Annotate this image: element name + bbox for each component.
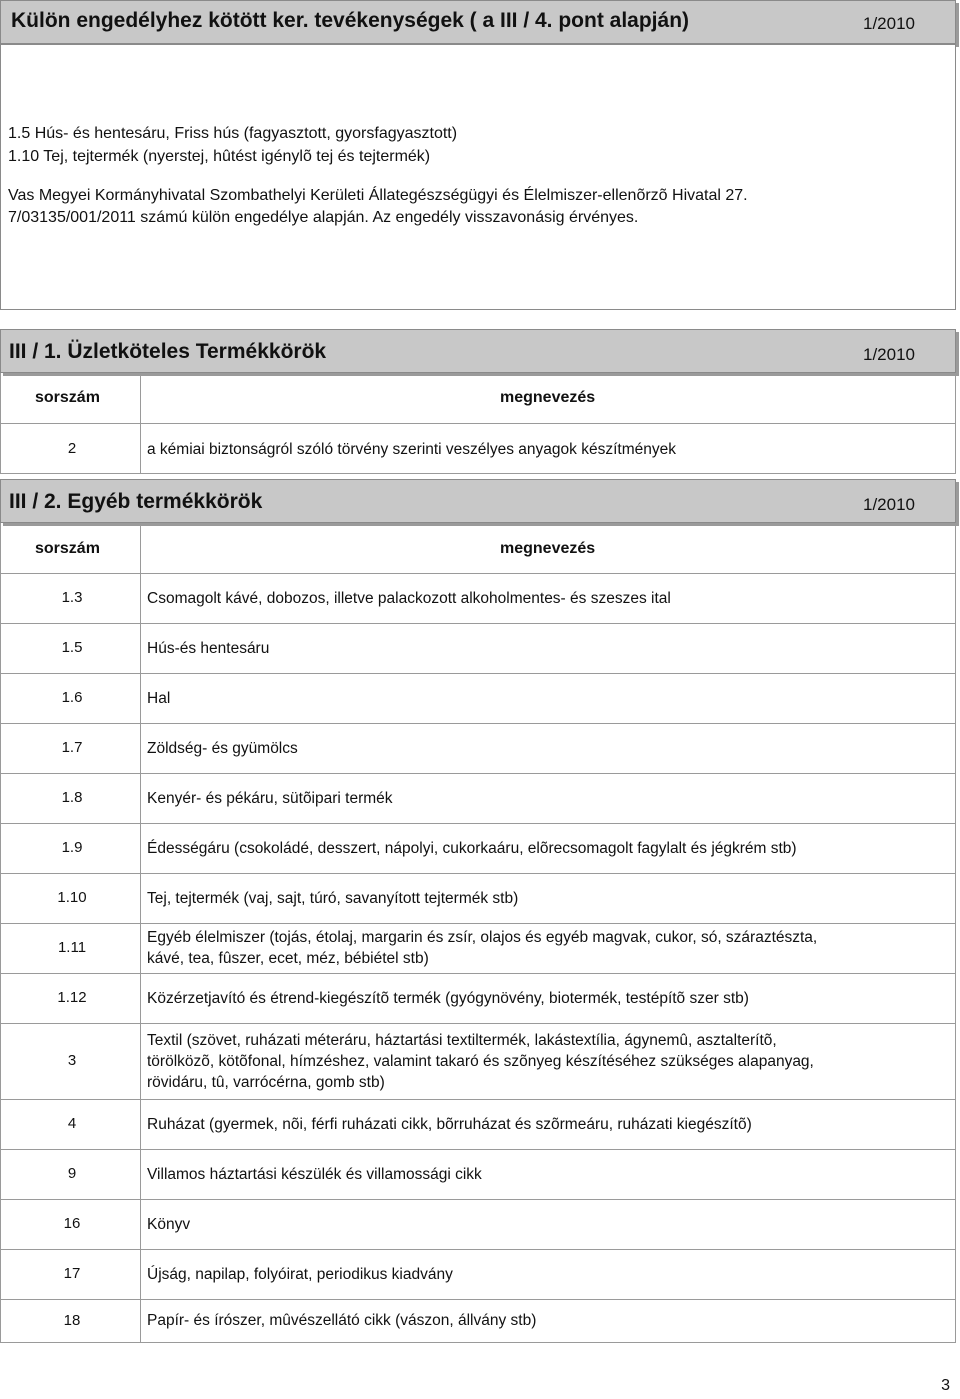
- page-number: 3: [941, 1377, 950, 1394]
- section2-row-number: 3: [67, 1052, 77, 1069]
- section2-row-number: 1.6: [61, 689, 83, 706]
- section2-row-number: 1.12: [57, 989, 87, 1006]
- section2-row-number: 17: [63, 1265, 81, 1282]
- top-line: 1.5 Hús- és hentesáru, Friss hús (fagyasztott, gyorsfagyasztott): [8, 125, 458, 142]
- top-line: Vas Megyei Kormányhivatal Szombathelyi Kerületi Állategészségügyi és Élelmiszer-ellenõrzõ Hivatal 27.: [8, 187, 748, 204]
- section2-row-name: Zöldség- és gyümölcs: [147, 739, 298, 757]
- section2-row-divider: [0, 1342, 956, 1343]
- section2-row-number: 1.3: [61, 589, 83, 606]
- section1-col-number: sorszám: [35, 389, 100, 406]
- section2-left-border: [0, 523, 1, 1342]
- section2-row-name: Kenyér- és pékáru, sütõipari termék: [147, 789, 393, 807]
- section2-row-name: Közérzetjavító és étrend-kiegészítõ termék (gyógynövény, biotermék, testépítõ szer stb): [147, 989, 749, 1007]
- section2-row-number: 9: [67, 1165, 77, 1182]
- section2-row-name: Villamos háztartási készülék és villamossági cikk: [147, 1165, 482, 1183]
- top-line: 7/03135/001/2011 számú külön engedélye alapján. Az engedély visszavonásig érvényes.: [8, 209, 639, 226]
- top-section-title: Külön engedélyhez kötött ker. tevékenységek ( a III / 4. pont alapján): [11, 9, 690, 32]
- section2-row-number: 1.7: [61, 739, 83, 756]
- section2-row-number: 1.9: [61, 839, 83, 856]
- section2-row-name: Ruházat (gyermek, nõi, férfi ruházati cikk, bõrruházat és szõrmeáru, ruházati kiegészítõ): [147, 1115, 752, 1133]
- section2-row-name: Textil (szövet, ruházati méteráru, háztartási textiltermék, lakástextília, ágynemû, asztalterítõ, törölközõ, kötõfonal, hímzéshez, valamint takaró és szõnyeg készítéséhez szükséges alapanyag, rövidáru, tû, varrócérna, gomb stb): [147, 1031, 814, 1091]
- section2-row-name: Édességáru (csokoládé, desszert, nápolyi, cukorkaáru, elõrecsomagolt fagylalt és jégkrém stb): [147, 839, 797, 857]
- section2-row-number: 1.10: [57, 889, 87, 906]
- section2-row-number: 18: [63, 1311, 81, 1329]
- section2-row-divider: [0, 1099, 956, 1100]
- section2-right-border: [955, 523, 956, 1342]
- section1-row-name: a kémiai biztonságról szóló törvény szerinti veszélyes anyagok készítmények: [147, 441, 676, 458]
- section2-col-number: sorszám: [35, 540, 100, 557]
- section2-row-number: 4: [67, 1115, 77, 1132]
- top-section-body: [0, 44, 956, 310]
- section2-row-name: Hal: [147, 689, 171, 707]
- section2-row-name: Hús-és hentesáru: [147, 639, 270, 657]
- section2-row-name: Egyéb élelmiszer (tojás, étolaj, margarin és zsír, olajos és egyéb magvak, cukor, só, száraztészta, kávé, tea, fûszer, ecet, méz, bébiétel stb): [147, 929, 818, 967]
- section2-row-divider: [0, 723, 956, 724]
- section2-col-name: megnevezés: [500, 540, 596, 557]
- section2-row-divider: [0, 1149, 956, 1150]
- section2-row-divider: [0, 1299, 956, 1300]
- section2-header: [0, 479, 956, 523]
- section1-col-name: megnevezés: [500, 389, 596, 406]
- section2-row-name: Csomagolt kávé, dobozos, illetve palackozott alkoholmentes- és szeszes ital: [147, 589, 671, 607]
- section2-row-divider: [0, 873, 956, 874]
- top-section-header: [0, 0, 956, 44]
- section2-row-name: Papír- és írószer, mûvészellátó cikk (vászon, állvány stb): [147, 1312, 537, 1329]
- section2-row-number: 1.8: [61, 789, 83, 806]
- section1-bottom-border: [0, 473, 956, 474]
- top-line: 1.10 Tej, tejtermék (nyerstej, hûtést igénylõ tej és tejtermék): [8, 148, 431, 165]
- section2-row-name: Könyv: [147, 1215, 191, 1233]
- section2-header-divider: [0, 573, 956, 574]
- section1-row-number: 2: [67, 440, 77, 457]
- section2-row-number: 1.11: [57, 939, 87, 956]
- section2-row-divider: [0, 1199, 956, 1200]
- section2-row-name: Tej, tejtermék (vaj, sajt, túró, savanyított tejtermék stb): [147, 889, 519, 907]
- section2-row-divider: [0, 1249, 956, 1250]
- section1-header: [0, 329, 956, 373]
- section2-row-divider: [0, 673, 956, 674]
- section2-col-divider: [140, 523, 141, 1342]
- section2-title: III / 2. Egyéb termékkörök: [9, 490, 263, 513]
- section1-title: III / 1. Üzletköteles Termékkörök: [9, 340, 327, 363]
- top-section-date: 1/2010: [863, 14, 915, 33]
- section2-row-divider: [0, 823, 956, 824]
- section1-header-divider: [0, 423, 956, 424]
- section2-date: 1/2010: [863, 495, 915, 514]
- section2-row-divider: [0, 773, 956, 774]
- section2-row-divider: [0, 973, 956, 974]
- section2-row-number: 1.5: [61, 639, 83, 656]
- section2-row-divider: [0, 623, 956, 624]
- section2-row-number: 16: [63, 1215, 81, 1232]
- section2-row-divider: [0, 923, 956, 924]
- section2-row-divider: [0, 1023, 956, 1024]
- section1-date: 1/2010: [863, 345, 915, 364]
- section2-row-name: Újság, napilap, folyóirat, periodikus kiadvány: [147, 1265, 453, 1283]
